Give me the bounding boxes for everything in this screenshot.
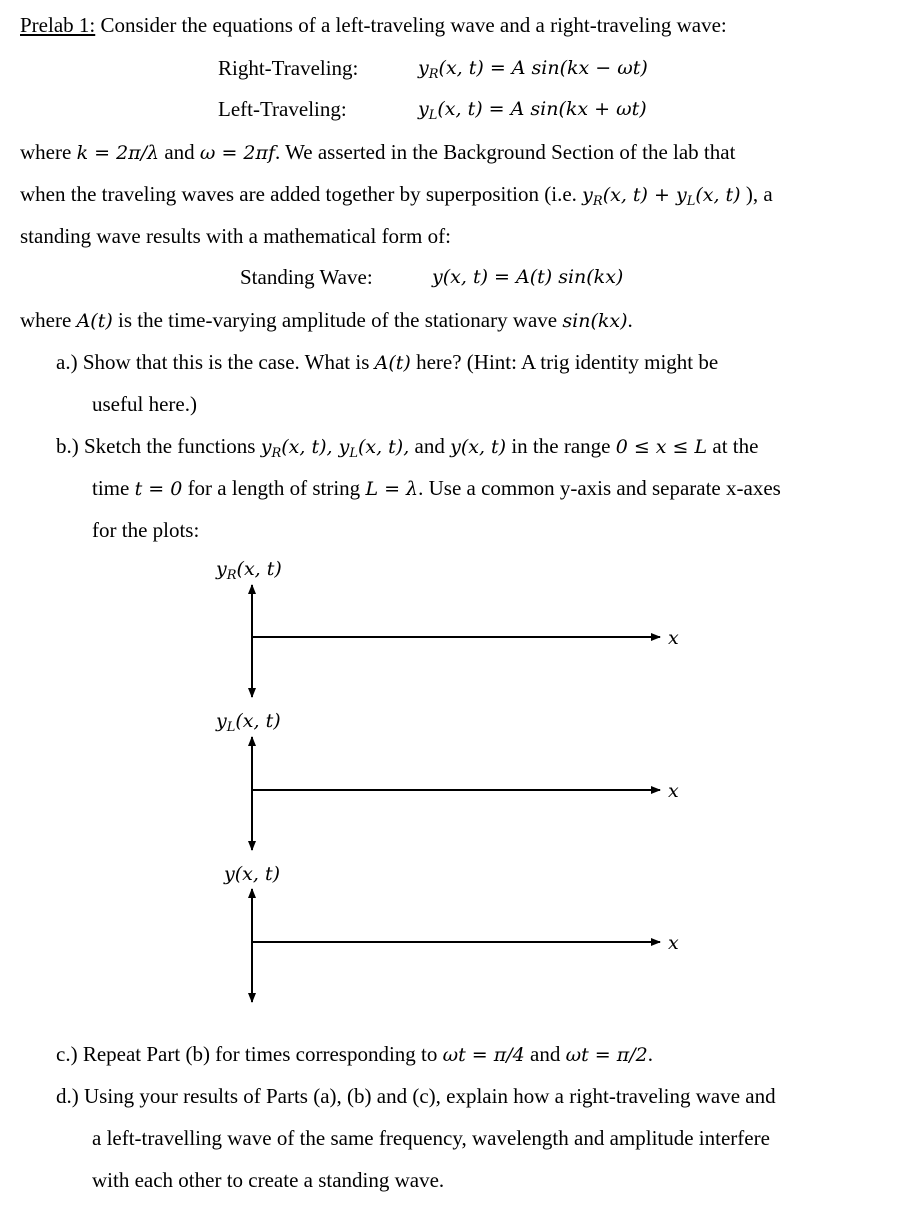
- part-b-line-3: for the plots:: [92, 518, 200, 542]
- x-axis-label-2: x: [668, 780, 679, 802]
- standing-label: Standing Wave:: [240, 265, 373, 289]
- part-b-line-2: time t = 0 for a length of string L = λ. Use a common y-axis and separate x-axes: [92, 476, 781, 500]
- body-line-1: where k = 2π/λ and ω = 2πf. We asserted in the Background Section of the lab that: [20, 140, 736, 164]
- axes-yl: [252, 737, 660, 850]
- left-equation: $y_L(x$, t) = A sin(kx + ωt): [418, 98, 647, 123]
- plot-yr-label: $y_R(x$, t): [216, 558, 282, 583]
- x-axis-label-3: x: [668, 932, 679, 954]
- plot-yl-label: $y_L(x$, t): [216, 710, 281, 735]
- prelab-label: Prelab 1:: [20, 13, 96, 37]
- standing-equation: y(x, t) = A(t) sin(kx): [432, 266, 624, 288]
- axes-y: [252, 889, 660, 1002]
- part-a-line-1: a.) Show that this is the case. What is A(t) here? (Hint: A trig identity might be: [56, 350, 719, 374]
- part-d-line-2: a left-travelling wave of the same frequency, wavelength and amplitude interfere: [92, 1126, 770, 1150]
- x-axis-label-1: x: [668, 627, 679, 649]
- right-equation: $y_R(x$, t) = A sin(kx − ωt): [418, 57, 648, 82]
- part-d-line-1: d.) Using your results of Parts (a), (b) and (c), explain how a right-traveling wave and: [56, 1084, 776, 1108]
- body-line-3: standing wave results with a mathematical form of:: [20, 224, 451, 248]
- plot-y-label: y(x, t): [224, 863, 280, 885]
- intro-text: Consider the equations of a left-traveling wave and a right-traveling wave:: [95, 13, 727, 37]
- body-line-2: when the traveling waves are added together by superposition (i.e. $y_R(x$, $t) + y_L(x$, t) ), a: [20, 182, 773, 209]
- right-label: Right-Traveling:: [218, 56, 359, 80]
- part-c-line: c.) Repeat Part (b) for times corresponding to ωt = π/4 and ωt = π/2.: [56, 1042, 653, 1066]
- left-label: Left-Traveling:: [218, 97, 347, 121]
- part-d-line-3: with each other to create a standing wave.: [92, 1168, 445, 1192]
- part-b-line-1: b.) Sketch the functions $y_R(x$, t), $y_L(x$, t), and y(x, t) in the range 0 ≤ x ≤ L at the: [56, 434, 759, 461]
- axes-yr: [252, 585, 660, 697]
- part-a-line-2: useful here.): [92, 392, 197, 416]
- body-line-4: where A(t) is the time-varying amplitude of the stationary wave sin(kx).: [20, 308, 633, 332]
